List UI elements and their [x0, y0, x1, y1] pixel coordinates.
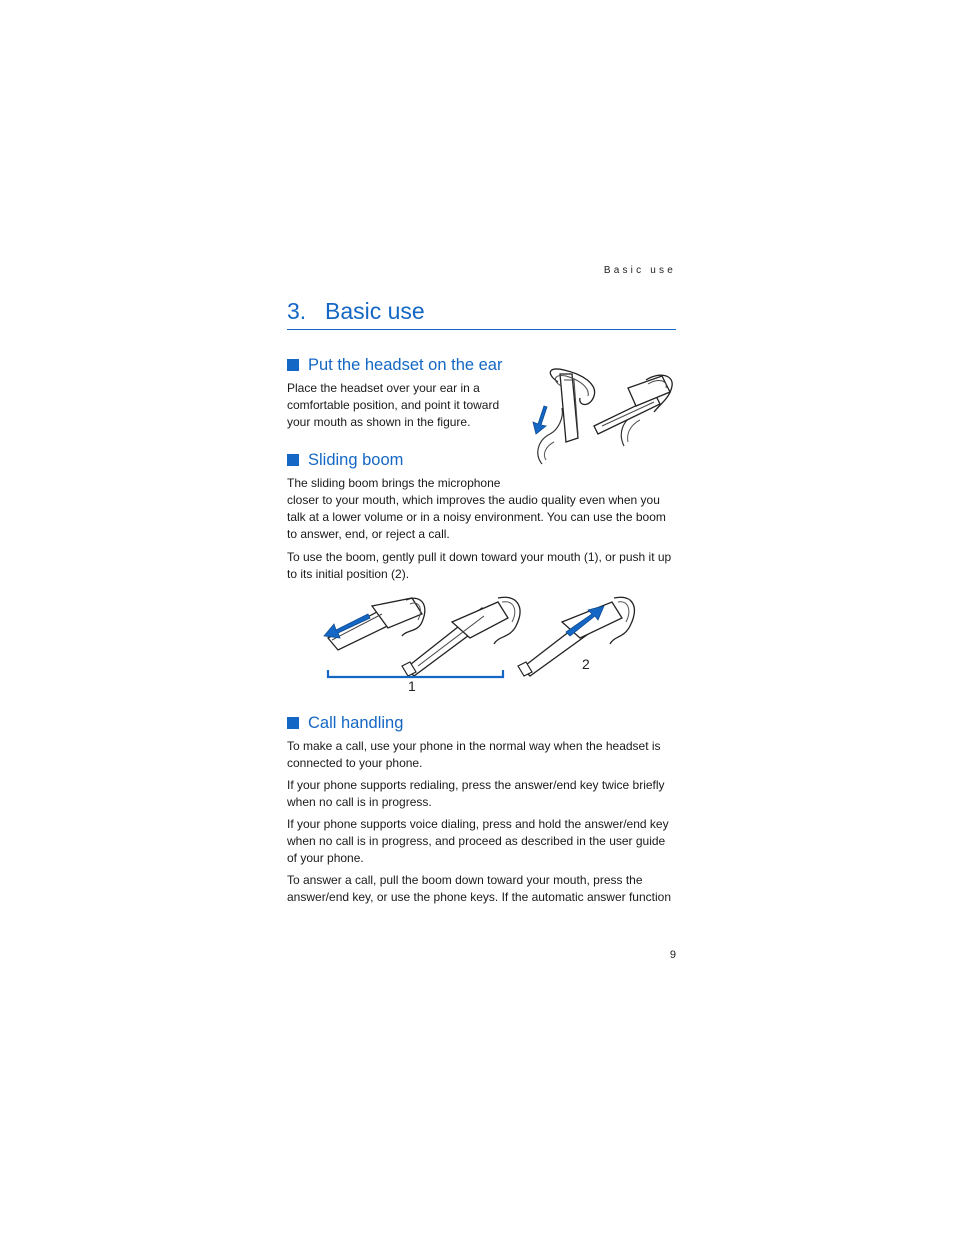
section-heading-text: Call handling — [308, 714, 404, 732]
running-head: Basic use — [603, 265, 676, 276]
section-heading-text: Sliding boom — [308, 451, 404, 469]
chapter-number: 3. — [287, 298, 307, 324]
paragraph-put-headset: Place the headset over your ear in a comfortable position, and point it toward your mouth as shown in the figure. — [287, 381, 500, 430]
headset-boom-extended-illustration — [402, 597, 520, 676]
paragraph-voice-dialing: If your phone supports voice dialing, press and hold the answer/end key when no call is in progress, and proceed as described in the user guide of your phone. — [287, 817, 669, 866]
paragraph-sliding-boom-usage: To use the boom, gently pull it down toward your mouth (1), or push it up to its initial position (2). — [287, 550, 672, 582]
section-bullet-icon — [287, 454, 299, 466]
figure-label-1: 1 — [408, 678, 416, 694]
page-number: 9 — [669, 949, 676, 961]
headset-boom-pushed-illustration — [518, 597, 634, 676]
section-bullet-icon — [287, 359, 299, 371]
figure-label-2: 2 — [582, 656, 590, 672]
headset-boom-pulled-illustration — [324, 598, 425, 650]
chapter-rule — [287, 329, 676, 330]
paragraph-answer-call: To answer a call, pull the boom down toward your mouth, press the answer/end key, or use the phone keys. If the automatic answer function — [287, 873, 671, 905]
section-bullet-icon — [287, 717, 299, 729]
chapter-title — [287, 296, 676, 326]
paragraph-sliding-boom-lead: The sliding boom brings the microphone — [287, 476, 501, 490]
paragraph-redialing: If your phone supports redialing, press the answer/end key twice briefly when no call is in progress. — [287, 778, 665, 810]
sliding-boom-illustration — [322, 592, 642, 696]
section-heading-sliding-boom — [287, 450, 403, 470]
section-heading-call-handling — [287, 713, 403, 733]
section-heading-text: Put the headset on the ear — [308, 356, 503, 374]
paragraph-sliding-boom-body: closer to your mouth, which improves the audio quality even when you talk at a lower volume or in a noisy environment. You can use the boom to answer, end, or reject a call. — [287, 493, 666, 542]
chapter-title-text: Basic use — [325, 298, 425, 324]
headset-on-ear-illustration — [528, 368, 678, 470]
section-heading-put-headset — [287, 355, 502, 375]
paragraph-make-call: To make a call, use your phone in the normal way when the headset is connected to your phone. — [287, 739, 661, 771]
